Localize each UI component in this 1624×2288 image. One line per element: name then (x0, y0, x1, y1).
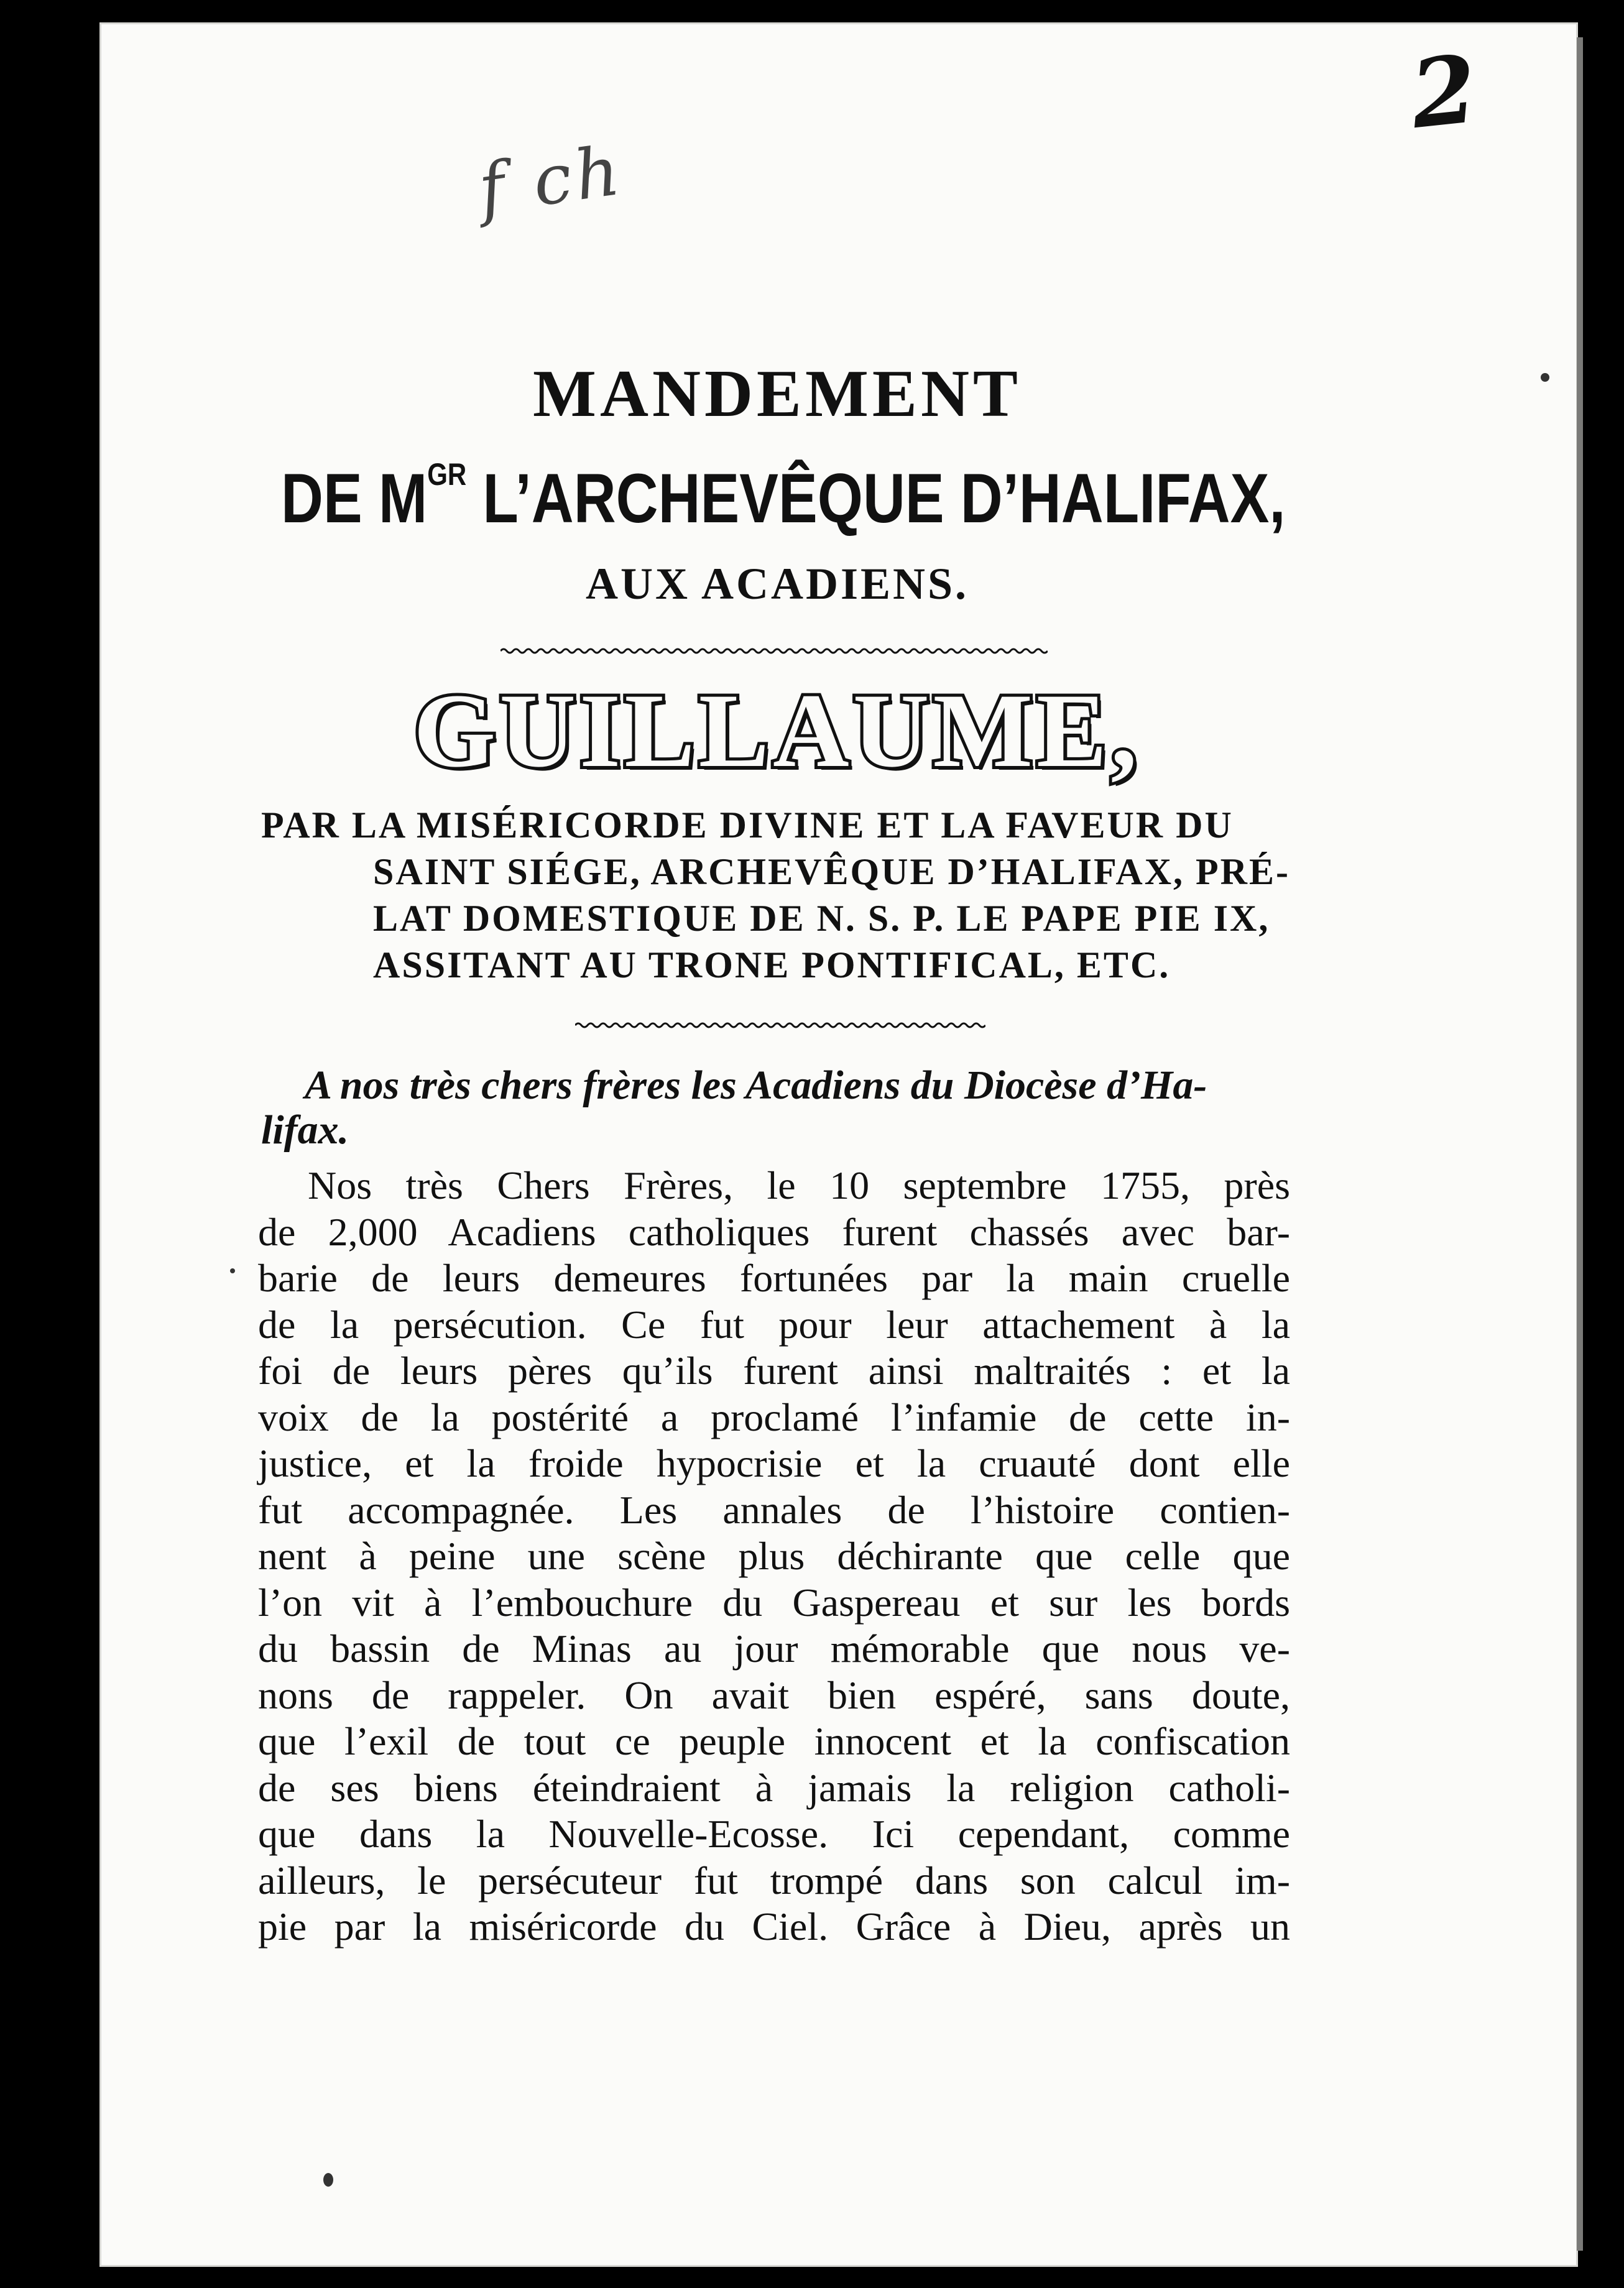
title-block (187, 357, 1368, 609)
body-line: fut accompagnée. Les annales de l’histoire contien- (258, 1487, 1290, 1532)
body-line: de ses biens éteindraient à jamais la religion catholi- (258, 1765, 1290, 1810)
body-line: du bassin de Minas au jour mémorable que nous ve- (258, 1626, 1290, 1671)
body-line: de la persécution. Ce fut pour leur attachement à la (258, 1302, 1290, 1347)
handwritten-page-number: 2 (1406, 34, 1482, 150)
salutation (261, 1063, 1287, 1153)
handwritten-annotation: f ch (474, 130, 628, 229)
salutation-line: lifax. (261, 1107, 349, 1153)
author-name-heading: GUILLAUME, (413, 672, 1141, 789)
margin-speck (323, 2173, 333, 2187)
body-line: que l’exil de tout ce peuple innocent et la confiscation (258, 1719, 1290, 1763)
wavy-divider-bottom (575, 1021, 985, 1030)
title-line2-rest: L’ARCHEVÊQUE D’HALIFAX, (466, 459, 1286, 537)
body-line: foi de leurs pères qu’ils furent ainsi maltraités : et la (258, 1349, 1290, 1393)
title-mandement: MANDEMENT (533, 357, 1022, 431)
body-line: voix de la postérité a proclamé l’infamie de cette in- (258, 1395, 1290, 1439)
author-title-line: LAT DOMESTIQUE DE N. S. P. LE PAPE PIE IX, (373, 898, 1270, 939)
margin-speck (1541, 373, 1549, 382)
salutation-line: A nos très chers frères les Acadiens du Diocèse d’Ha- (305, 1063, 1207, 1108)
body-line: nent à peine une scène plus déchirante que celle que (258, 1534, 1290, 1578)
wavy-divider-top (501, 647, 1048, 655)
margin-speck (230, 1268, 235, 1273)
author-title-line: PAR LA MISÉRICORDE DIVINE ET LA FAVEUR DU (261, 805, 1234, 846)
body-line: barie de leurs demeures fortunées par la main cruelle (258, 1256, 1290, 1300)
author-titles (261, 802, 1290, 989)
author-title-line: ASSITANT AU TRONE PONTIFICAL, ETC. (373, 944, 1171, 985)
title-line2-prefix: DE M (281, 459, 428, 537)
body-line: Nos très Chers Frères, le 10 septembre 1755, près (308, 1163, 1290, 1207)
body-text (258, 1163, 1290, 1950)
body-line: pie par la miséricorde du Ciel. Grâce à Dieu, après un (258, 1904, 1290, 1949)
title-archeveque (281, 457, 1286, 537)
body-line: l’on vit à l’embouchure du Gaspereau et sur les bords (258, 1580, 1290, 1625)
page-edge-shadow (1577, 37, 1583, 2251)
body-line: que dans la Nouvelle-Ecosse. Ici cependant, comme (258, 1812, 1290, 1856)
author-name-block (373, 672, 1181, 789)
body-line: ailleurs, le persécuteur fut trompé dans son calcul im- (258, 1858, 1290, 1903)
body-line: de 2,000 Acadiens catholiques furent chassés avec bar- (258, 1209, 1290, 1254)
body-line: justice, et la froide hypocrisie et la cruauté dont elle (258, 1441, 1290, 1485)
title-aux-acadiens: AUX ACADIENS. (585, 559, 969, 609)
author-title-line: SAINT SIÉGE, ARCHEVÊQUE D’HALIFAX, PRÉ- (373, 851, 1290, 892)
body-line: nons de rappeler. On avait bien espéré, sans doute, (258, 1672, 1290, 1717)
title-line2-superscript: GR (427, 457, 467, 492)
